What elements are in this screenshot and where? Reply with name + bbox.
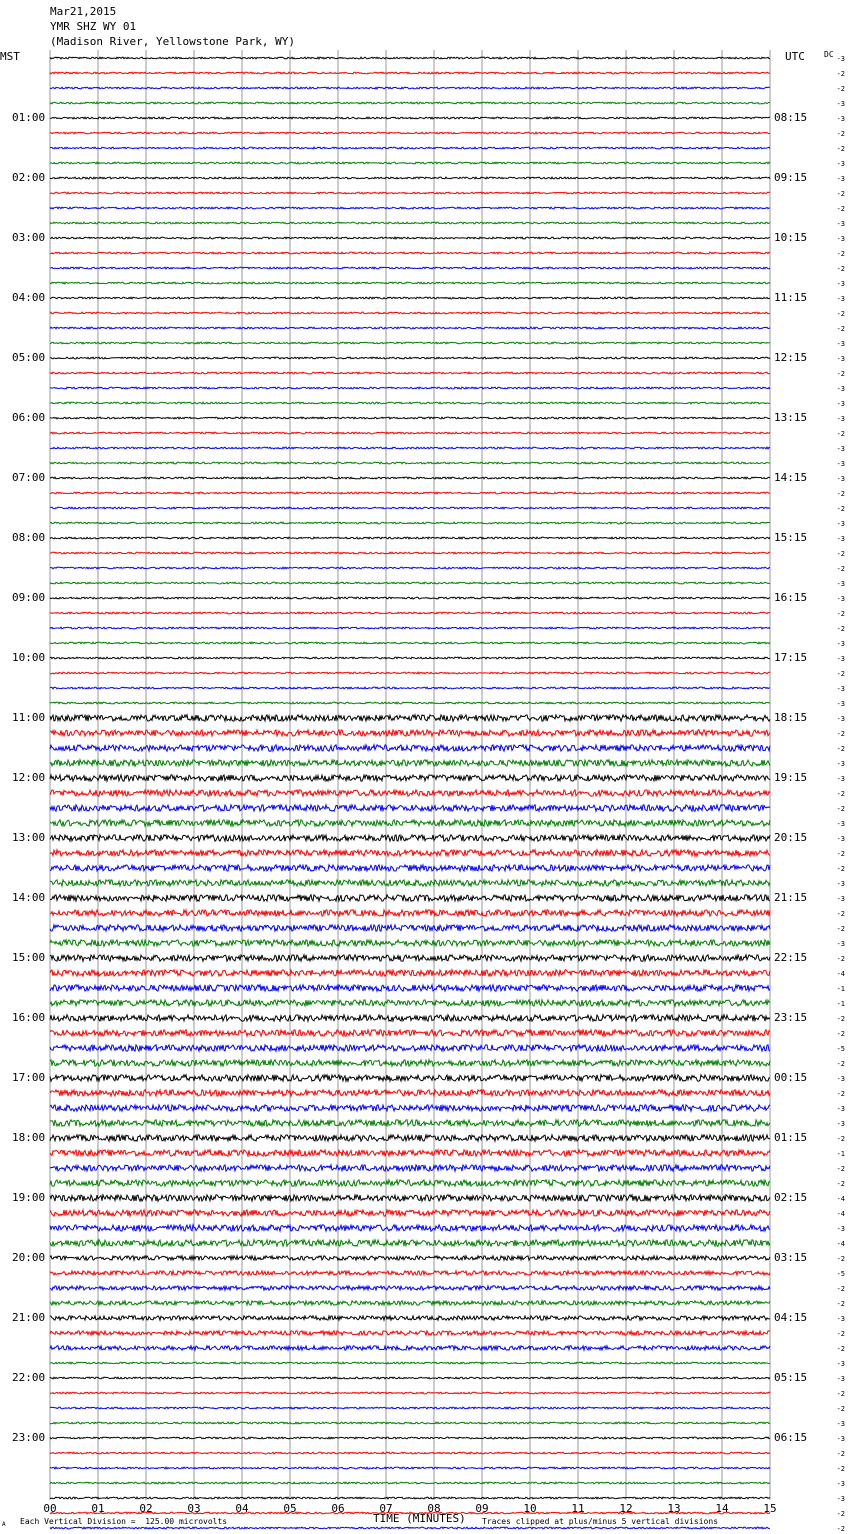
trace-row-95 <box>50 1482 770 1484</box>
trace-row-92 <box>50 1437 770 1439</box>
dc-offset-value: -2 <box>836 430 845 438</box>
trace-row-47 <box>50 760 770 766</box>
trace-row-83 <box>50 1301 770 1305</box>
x-tick-label-13: 13 <box>667 1502 681 1515</box>
right-hour-label: 00:15 <box>774 1071 808 1084</box>
dc-offset-value: -2 <box>836 190 845 198</box>
trace-row-68 <box>50 1075 770 1081</box>
dc-offset-value: -2 <box>836 1525 845 1533</box>
trace-row-52 <box>50 835 770 841</box>
right-hour-label: 19:15 <box>774 771 808 784</box>
trace-row-82 <box>50 1286 770 1290</box>
trace-row-55 <box>50 880 770 886</box>
trace-row-41 <box>50 672 770 674</box>
right-hour-label: 20:15 <box>774 831 808 844</box>
dc-offset-value: -2 <box>836 625 845 633</box>
trace-row-2 <box>50 87 770 89</box>
dc-offset-value: -3 <box>836 55 845 63</box>
trace-row-43 <box>50 702 770 704</box>
trace-row-17 <box>50 312 770 314</box>
right-hour-label: 04:15 <box>774 1311 808 1324</box>
dc-offset-value: -2 <box>836 805 845 813</box>
right-hour-label: 14:15 <box>774 471 808 484</box>
dc-offset-value: -2 <box>836 610 845 618</box>
right-hour-label: 21:15 <box>774 891 808 904</box>
trace-row-39 <box>50 642 770 644</box>
dc-offset-column <box>837 55 845 1534</box>
trace-row-64 <box>50 1015 770 1021</box>
trace-row-62 <box>50 985 770 991</box>
right-hour-label: 12:15 <box>774 351 808 364</box>
trace-row-20 <box>50 357 770 359</box>
left-hour-label: 14:00 <box>12 891 46 904</box>
dc-offset-value: -2 <box>836 730 845 738</box>
dc-offset-value: -3 <box>836 400 845 408</box>
left-hour-label: 12:00 <box>12 771 46 784</box>
dc-offset-value: -3 <box>836 460 845 468</box>
dc-offset-value: -2 <box>836 325 845 333</box>
right-hour-label: 08:15 <box>774 111 808 124</box>
dc-offset-value: -2 <box>836 1030 845 1038</box>
x-tick-label-10: 10 <box>523 1502 537 1515</box>
dc-offset-value: -2 <box>836 1015 845 1023</box>
left-hour-label: 07:00 <box>12 471 46 484</box>
x-tick-label-02: 02 <box>139 1502 153 1515</box>
dc-offset-value: -2 <box>836 1285 845 1293</box>
trace-row-57 <box>50 910 770 916</box>
trace-row-77 <box>50 1210 770 1216</box>
trace-row-6 <box>50 147 770 149</box>
left-hour-label: 21:00 <box>12 1311 46 1324</box>
x-tick-label-14: 14 <box>715 1502 729 1515</box>
dc-offset-value: -1 <box>836 1000 845 1008</box>
dc-offset-value: -3 <box>836 280 845 288</box>
dc-offset-value: -3 <box>836 355 845 363</box>
left-hour-label: 02:00 <box>12 171 46 184</box>
trace-row-51 <box>50 820 770 826</box>
trace-row-61 <box>50 970 770 976</box>
right-timezone-label: UTC <box>785 50 805 63</box>
trace-row-74 <box>50 1165 770 1171</box>
left-hour-label: 13:00 <box>12 831 46 844</box>
trace-row-19 <box>50 342 770 344</box>
date-label: Mar21,2015 <box>50 5 117 18</box>
left-timezone-label: MST <box>0 50 20 63</box>
vertical-gridlines <box>50 50 770 1500</box>
trace-row-24 <box>50 417 770 419</box>
dc-offset-value: -2 <box>836 1405 845 1413</box>
dc-offset-value: -2 <box>836 1135 845 1143</box>
dc-offset-value: -3 <box>836 1480 845 1488</box>
dc-offset-value: -3 <box>836 655 845 663</box>
dc-offset-value: -2 <box>836 1390 845 1398</box>
trace-row-42 <box>50 687 770 689</box>
dc-offset-value: -1 <box>836 1150 845 1158</box>
trace-row-37 <box>50 612 770 614</box>
dc-offset-value: -4 <box>836 1195 845 1203</box>
dc-offset-value: -2 <box>836 1060 845 1068</box>
trace-row-88 <box>50 1377 770 1379</box>
dc-offset-value: -3 <box>836 100 845 108</box>
trace-row-81 <box>50 1271 770 1275</box>
trace-row-4 <box>50 117 770 119</box>
dc-offset-value: -3 <box>836 535 845 543</box>
trace-row-89 <box>50 1392 770 1394</box>
trace-row-71 <box>50 1120 770 1126</box>
left-hour-label: 15:00 <box>12 951 46 964</box>
left-hour-label: 06:00 <box>12 411 46 424</box>
dc-offset-value: -3 <box>836 685 845 693</box>
trace-row-22 <box>50 387 770 389</box>
trace-row-9 <box>50 192 770 194</box>
right-hour-label: 13:15 <box>774 411 808 424</box>
dc-offset-value: -4 <box>836 1210 845 1218</box>
dc-offset-value: -3 <box>836 1420 845 1428</box>
trace-row-67 <box>50 1060 770 1066</box>
dc-offset-value: -3 <box>836 640 845 648</box>
trace-row-65 <box>50 1030 770 1036</box>
dc-offset-value: -2 <box>836 1465 845 1473</box>
trace-row-21 <box>50 372 770 374</box>
x-tick-label-15: 15 <box>763 1502 777 1515</box>
dc-offset-value: -3 <box>836 415 845 423</box>
dc-offset-value: -5 <box>836 1045 845 1053</box>
dc-offset-value: -2 <box>836 790 845 798</box>
x-tick-label-07: 07 <box>379 1502 393 1515</box>
trace-row-75 <box>50 1180 770 1186</box>
dc-offset-value: -2 <box>836 1165 845 1173</box>
dc-offset-value: -3 <box>836 295 845 303</box>
dc-offset-value: -5 <box>836 1270 845 1278</box>
dc-offset-value: -2 <box>836 490 845 498</box>
trace-row-93 <box>50 1452 770 1454</box>
right-hour-label: 16:15 <box>774 591 808 604</box>
dc-offset-value: -3 <box>836 1120 845 1128</box>
dc-offset-value: -3 <box>836 715 845 723</box>
trace-row-54 <box>50 865 770 871</box>
station-label: YMR SHZ WY 01 <box>50 20 137 33</box>
right-hour-label: 18:15 <box>774 711 808 724</box>
left-hour-label: 17:00 <box>12 1071 46 1084</box>
dc-offset-value: -3 <box>836 700 845 708</box>
dc-offset-value: -2 <box>836 1450 845 1458</box>
trace-row-25 <box>50 432 770 434</box>
dc-offset-value: -3 <box>836 835 845 843</box>
dc-offset-value: -2 <box>836 205 845 213</box>
dc-offset-value: -2 <box>836 505 845 513</box>
dc-offset-value: -2 <box>836 370 845 378</box>
dc-offset-value: -2 <box>836 865 845 873</box>
right-hour-label: 02:15 <box>774 1191 808 1204</box>
trace-row-85 <box>50 1331 770 1335</box>
trace-row-45 <box>50 730 770 736</box>
x-tick-label-05: 05 <box>283 1502 297 1515</box>
right-hour-label: 01:15 <box>774 1131 808 1144</box>
right-hour-label: 05:15 <box>774 1371 808 1384</box>
dc-offset-value: -3 <box>836 340 845 348</box>
trace-row-10 <box>50 207 770 209</box>
dc-offset-value: -3 <box>836 1495 845 1503</box>
dc-offset-value: -3 <box>836 820 845 828</box>
dc-offset-value: -2 <box>836 745 845 753</box>
dc-offset-value: -3 <box>836 1075 845 1083</box>
dc-offset-value: -1 <box>836 985 845 993</box>
left-hour-label: 05:00 <box>12 351 46 364</box>
right-hour-label: 11:15 <box>774 291 808 304</box>
trace-row-72 <box>50 1135 770 1141</box>
dc-offset-value: -2 <box>836 925 845 933</box>
trace-row-76 <box>50 1195 770 1201</box>
dc-offset-value: -3 <box>836 235 845 243</box>
left-hour-label: 16:00 <box>12 1011 46 1024</box>
dc-offset-value: -3 <box>836 475 845 483</box>
dc-offset-value: -3 <box>836 880 845 888</box>
dc-offset-value: -2 <box>836 550 845 558</box>
dc-offset-value: -2 <box>836 955 845 963</box>
dc-offset-value: -2 <box>836 310 845 318</box>
trace-row-1 <box>50 72 770 74</box>
dc-offset-value: -2 <box>836 265 845 273</box>
dc-offset-value: -3 <box>836 595 845 603</box>
dc-offset-value: -2 <box>836 85 845 93</box>
trace-row-33 <box>50 552 770 554</box>
x-tick-label-04: 04 <box>235 1502 249 1515</box>
trace-row-29 <box>50 492 770 494</box>
seismic-traces <box>50 57 770 1534</box>
dc-offset-value: -2 <box>836 1090 845 1098</box>
left-hour-label: 23:00 <box>12 1431 46 1444</box>
trace-row-69 <box>50 1090 770 1096</box>
trace-row-36 <box>50 597 770 599</box>
trace-row-3 <box>50 102 770 104</box>
dc-offset-value: -3 <box>836 445 845 453</box>
x-tick-label-09: 09 <box>475 1502 489 1515</box>
dc-offset-value: -4 <box>836 1240 845 1248</box>
left-hour-label: 09:00 <box>12 591 46 604</box>
right-hour-label: 09:15 <box>774 171 808 184</box>
trace-row-11 <box>50 222 770 224</box>
trace-row-8 <box>50 177 770 179</box>
trace-row-14 <box>50 267 770 269</box>
clip-note: Traces clipped at plus/minus 5 vertical divisions <box>482 1517 719 1526</box>
dc-offset-value: -2 <box>836 850 845 858</box>
dc-offset-value: -3 <box>836 1105 845 1113</box>
right-hour-label: 15:15 <box>774 531 808 544</box>
left-hour-label: 18:00 <box>12 1131 46 1144</box>
dc-offset-value: -3 <box>836 520 845 528</box>
x-tick-label-12: 12 <box>619 1502 633 1515</box>
trace-row-15 <box>50 282 770 284</box>
trace-row-38 <box>50 627 770 629</box>
trace-row-80 <box>50 1256 770 1260</box>
trace-row-56 <box>50 895 770 901</box>
trace-row-96 <box>50 1497 770 1499</box>
dc-offset-value: -2 <box>836 70 845 78</box>
dc-offset-value: -2 <box>836 130 845 138</box>
dc-offset-value: -3 <box>836 1315 845 1323</box>
dc-offset-value: -2 <box>836 1330 845 1338</box>
trace-row-59 <box>50 940 770 946</box>
left-hour-label: 20:00 <box>12 1251 46 1264</box>
trace-row-18 <box>50 327 770 329</box>
trace-row-40 <box>50 657 770 659</box>
trace-row-48 <box>50 775 770 781</box>
trace-row-50 <box>50 805 770 811</box>
corner-mark: A <box>2 1521 6 1528</box>
x-tick-label-00: 00 <box>43 1502 57 1515</box>
trace-row-27 <box>50 462 770 464</box>
dc-offset-value: -3 <box>836 160 845 168</box>
dc-offset-value: -3 <box>836 580 845 588</box>
right-hour-label: 23:15 <box>774 1011 808 1024</box>
dc-offset-value: -2 <box>836 910 845 918</box>
trace-row-79 <box>50 1240 770 1246</box>
trace-row-98 <box>50 1527 770 1529</box>
trace-row-32 <box>50 537 770 539</box>
left-hour-label: 03:00 <box>12 231 46 244</box>
x-axis-label: TIME (MINUTES) <box>373 1512 466 1525</box>
dc-offset-value: -2 <box>836 250 845 258</box>
dc-offset-value: -3 <box>836 175 845 183</box>
right-hour-label: 10:15 <box>774 231 808 244</box>
dc-offset-value: -3 <box>836 220 845 228</box>
x-tick-label-08: 08 <box>427 1502 441 1515</box>
trace-row-12 <box>50 237 770 239</box>
scale-note: Each Vertical Division = 125.00 microvolts <box>20 1517 228 1526</box>
trace-row-30 <box>50 507 770 509</box>
left-hour-label: 11:00 <box>12 711 46 724</box>
trace-row-31 <box>50 522 770 524</box>
dc-offset-value: -3 <box>836 895 845 903</box>
dc-offset-value: -2 <box>836 1180 845 1188</box>
trace-row-90 <box>50 1407 770 1409</box>
right-hour-label: 03:15 <box>774 1251 808 1264</box>
dc-offset-value: -3 <box>836 1435 845 1443</box>
left-hour-label: 01:00 <box>12 111 46 124</box>
dc-offset-value: -4 <box>836 970 845 978</box>
trace-row-60 <box>50 955 770 961</box>
trace-row-58 <box>50 925 770 931</box>
dc-offset-value: -3 <box>836 385 845 393</box>
dc-offset-value: -2 <box>836 1345 845 1353</box>
trace-row-35 <box>50 582 770 584</box>
dc-offset-value: -3 <box>836 1375 845 1383</box>
dc-offset-value: -3 <box>836 760 845 768</box>
left-hour-label: 04:00 <box>12 291 46 304</box>
right-hour-label: 06:15 <box>774 1431 808 1444</box>
dc-offset-value: -3 <box>836 775 845 783</box>
trace-row-49 <box>50 790 770 796</box>
left-hour-label: 08:00 <box>12 531 46 544</box>
trace-row-86 <box>50 1346 770 1350</box>
trace-row-63 <box>50 1000 770 1006</box>
dc-offset-value: -3 <box>836 1225 845 1233</box>
dc-offset-value: -3 <box>836 940 845 948</box>
dc-offset-value: -3 <box>836 115 845 123</box>
x-tick-label-06: 06 <box>331 1502 345 1515</box>
trace-row-44 <box>50 715 770 721</box>
left-hour-label: 10:00 <box>12 651 46 664</box>
trace-row-0 <box>50 57 770 59</box>
right-hour-label: 17:15 <box>774 651 808 664</box>
x-tick-label-03: 03 <box>187 1502 201 1515</box>
dc-offset-value: -2 <box>836 565 845 573</box>
dc-offset-value: -2 <box>836 1255 845 1263</box>
location-label: (Madison River, Yellowstone Park, WY) <box>50 35 296 48</box>
trace-row-5 <box>50 132 770 134</box>
trace-row-73 <box>50 1150 770 1156</box>
trace-row-53 <box>50 850 770 856</box>
trace-row-26 <box>50 447 770 449</box>
trace-row-23 <box>50 402 770 404</box>
trace-row-94 <box>50 1467 770 1469</box>
trace-row-46 <box>50 745 770 751</box>
dc-offset-value: -2 <box>836 1510 845 1518</box>
dc-offset-value: -2 <box>836 145 845 153</box>
trace-row-91 <box>50 1422 770 1424</box>
trace-row-34 <box>50 567 770 569</box>
trace-row-13 <box>50 252 770 254</box>
trace-row-78 <box>50 1225 770 1231</box>
right-hour-label: 22:15 <box>774 951 808 964</box>
trace-row-87 <box>50 1362 770 1364</box>
dc-offset-value: -3 <box>836 1360 845 1368</box>
x-tick-label-11: 11 <box>571 1502 585 1515</box>
trace-row-84 <box>50 1316 770 1320</box>
dc-offset-value: -2 <box>836 1300 845 1308</box>
left-hour-label: 22:00 <box>12 1371 46 1384</box>
trace-row-16 <box>50 297 770 299</box>
trace-row-7 <box>50 162 770 164</box>
trace-row-70 <box>50 1105 770 1111</box>
x-tick-label-01: 01 <box>91 1502 105 1515</box>
left-hour-label: 19:00 <box>12 1191 46 1204</box>
dc-offset-value: -2 <box>836 670 845 678</box>
trace-row-28 <box>50 477 770 479</box>
dc-column-header: DC <box>824 50 834 59</box>
trace-row-66 <box>50 1045 770 1051</box>
